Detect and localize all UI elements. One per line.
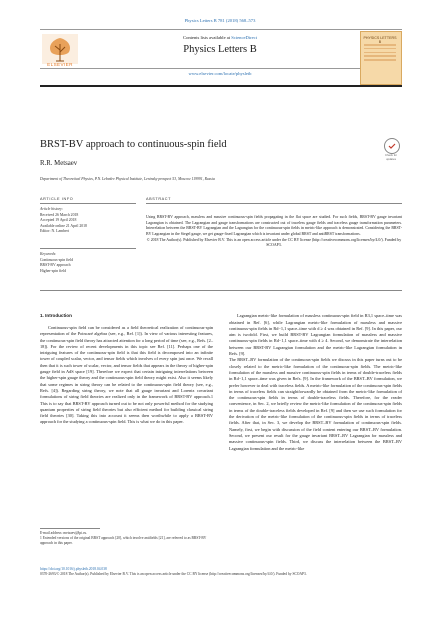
footnote-email[interactable]: E-mail address: metsaev@lpi.ru. — [40, 531, 88, 535]
history-item: Available online 21 April 2018 — [40, 223, 87, 228]
paragraph: Lagrangian metric-like formulation of massless continuous-spin field in R3,1 space–time was obtained in Ref. [6], while Lagrangian metric-like formulation of massless and massive continuous-spin fields in Rd−1,1 space–time with d ≥ 4 was obtained in Ref. [9]. In this paper, our aim is twofold. First, we build BRST-BV Lagrangian formulation of massless and massive continuous-spin fields in Rd−1,1 space–time with d ≥ 4. Second, we demonstrate the interrelation between our BRST-BV Lagrangian formulation and the metric-like Lagrangian formulation in Refs. [9]. The BRST–BV formulation of the continuous-spin fields we discuss in this paper turns out to be closely related to the metric-like formulation of the continuous-spin fields. The metric-like formulation of the massless and massive continuous-spin fields in terms of double-traceless fields in Rd−1,1 space–time was given in Refs. [9]. In the framework of the BRST–BV formulation, we prefer however to deal with traceless fields. A metric-like formulation of the continuous-spin fields in terms of traceless fields can straightforwardly be obtained from the metric-like formulation of the continuous-spin fields in terms of double-traceless fields. Therefore, for the reader convenience, in Sec. 2, we briefly review the metric-like formulation of the continuous-spin fields in terms of the double-traceless fields developed in Ref. [9] and then we use such formulation for the derivation of the metric-like formulation of the continuous-spin fields in terms of traceless fields. After that, in Sec. 3, we develop the BRST–BV formulation of continuous-spin fields. Namely, first, we begin with discussion of the field content entering our BRST–BV formulation. Second, we present our result for the gauge invariant BRST–BV Lagrangian for massless and massive continuous-spin fields. Third, we discuss the interrelation between the BRST–BV Lagrangian formulation and the metric-like — [229, 313, 402, 451]
section-heading: 1. Introduction — [40, 313, 72, 318]
abstract-heading: ABSTRACT — [146, 197, 172, 201]
abstract-rule — [146, 203, 402, 204]
body-right-column — [229, 307, 402, 458]
journal-name: Physics Letters B — [183, 44, 257, 55]
footnotes — [40, 531, 213, 547]
body-left-column — [40, 325, 213, 426]
cover-decoration — [364, 44, 396, 74]
issn-license: 0370-2693/© 2018 The Author(s). Published by Elsevier B.V. This is an open access article under the CC BY license (http://creativecommons.org/licenses/by/4.0/). Funded by SCOAP3. — [40, 572, 307, 577]
footnote-1: 1 Extended versions of the original BRST approach [20], which involve antifields [21], are referred to as BRST-BV approach in this paper. — [40, 536, 207, 546]
author-name: R.R. Metsaev — [40, 160, 78, 167]
abstract-text: Using BRST-BV approach, massless and massive continuous-spin fields propagating in the flat space are studied. For such fields, BRST-BV gauge invariant Lagrangian is obtained. The Lagrangian and gauge transformations are constructed out of traceless gauge fields and traceless gauge transformation parameters. Interrelation between the BRST-BV Lagrangian and the Lagrangian for the continuous-spin fields in metric-like approach is demonstrated. Considering the BRST-BV Lagrangian in the Siegel gauge, we get gauge-fixed Lagrangian which is invariant under global BRST and antiBRST transformations. — [146, 215, 402, 236]
keyword: BRST-BV approach — [40, 263, 71, 268]
elsevier-logo-text: ELSEVIER — [47, 62, 73, 67]
cover-title: PHYSICS LETTERS B — [363, 36, 397, 44]
article-title: BRST-BV approach to continuous-spin field — [40, 139, 227, 150]
info-rule — [40, 203, 136, 204]
history-item: Editor: N. Lambert — [40, 229, 69, 234]
elsevier-tree-logo — [42, 34, 78, 64]
keyword: Continuous-spin field — [40, 257, 74, 262]
abstract-bottom-rule — [40, 290, 402, 291]
contents-prefix: Contents lists available at — [183, 35, 232, 40]
history-label: Article history: — [40, 207, 64, 211]
page-footer — [40, 567, 402, 577]
article-info-heading: ARTICLE INFO — [40, 197, 74, 201]
keyword: Higher-spin field — [40, 268, 66, 273]
article-history — [40, 207, 136, 235]
paragraph: Continuous-spin field can be considered as a field theoretical realization of continuous-spin representation of the Poincaré algebra (see, e.g., Ref. [1]). In view of various interesting features, the continuous-spin field theory has attracted attention for a long period of time (see, e.g., Refs. [2–18]). For the review of recent developments in this topic see Ref. [11]. Perhaps one of the intriguing features of the continuous-spin field is that this field is decomposed into an infinite tower of coupled scalar, vector, and tensor fields which involves of every spin just once. We recall then that it is such tower of scalar, vector, and tensor fields that appears in the theory of higher-spin gauge field in AdS space [19]. Therefore we expect that certain intriguing interrelations between the higher-spin gauge theory and the continuous-spin field theory might exist. Also it seems likely that some regimes in string theory can be related to the continuous-spin field theory (see, e.g., Refs. [4]). Regarding string theory, we note that all gauge invariant and Lorentz covariant formulations of string field theories are realized only in the framework of BRST-BV approach.1 This is to say that BRST-BV approach turned out to be not only powerful method for the studying quantum properties of string field theories but also efficient method for building classical string field theories [30]. Taking this into account it seems then worthwhile to apply a BRST-BV approach for the studying a continuous-spin field. This is what we do in this paper. — [40, 325, 213, 425]
doi-link[interactable]: https://doi.org/10.1016/j.physletb.2018.04.038 — [40, 567, 107, 571]
check-for-updates-label: Check for updates — [385, 153, 397, 161]
abstract-license[interactable]: © 2018 The Author(s). Published by Elsevier B.V. This is an open access article under the CC BY license (http://creativecommons.org/licenses/by/4.0/). Funded by SCOAP3. — [146, 237, 402, 248]
contents-line — [100, 35, 340, 40]
check-for-updates-icon[interactable] — [384, 138, 400, 154]
journal-citation[interactable]: Physics Letters B 781 (2018) 568–573 — [184, 18, 256, 23]
keywords-label: Keywords: — [40, 252, 57, 256]
history-item: Accepted 19 April 2018 — [40, 218, 77, 223]
header-divider — [40, 85, 402, 87]
journal-homepage-link[interactable]: www.elsevier.com/locate/physletb — [188, 71, 252, 76]
footnote-rule — [40, 528, 100, 529]
history-item: Received 26 March 2018 — [40, 212, 79, 217]
sciencedirect-link[interactable]: ScienceDirect — [231, 35, 257, 40]
info-divider — [40, 248, 136, 249]
abstract-body — [146, 215, 402, 249]
keywords — [40, 252, 136, 274]
author-affiliation: Department of Theoretical Physics, P.N. Lebedev Physical Institute, Leninsky prospect 53, Moscow 119991, Russia — [40, 177, 215, 181]
